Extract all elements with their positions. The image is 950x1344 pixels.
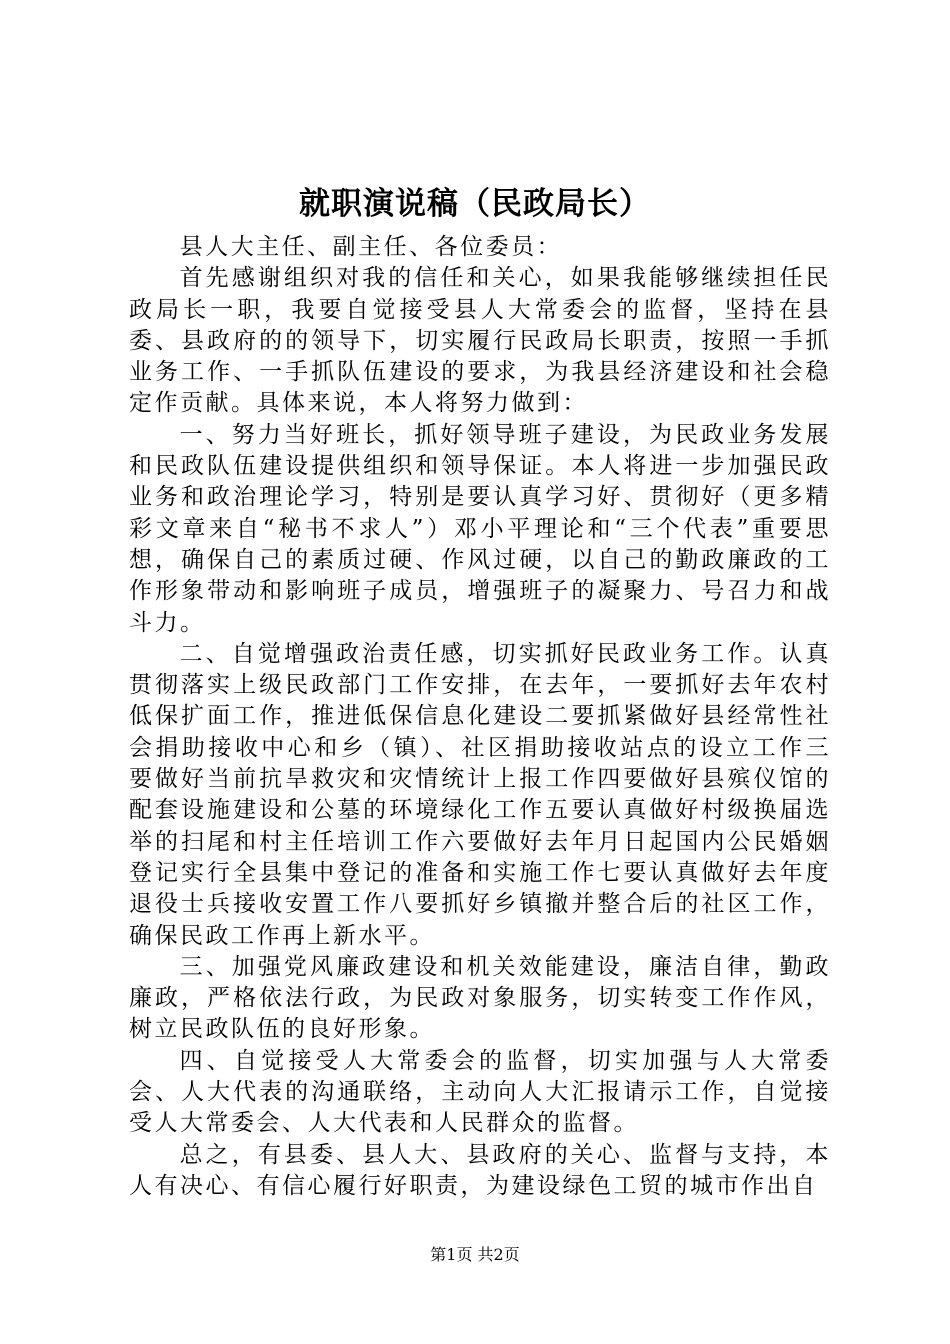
- document-title: 就职演说稿（民政局长）: [299, 186, 651, 222]
- salutation-paragraph: 县人大主任、副主任、各位委员：: [179, 234, 563, 260]
- intro-paragraph: 首先感谢组织对我的信任和关心，如果我能够继续担任民政局长一职，我要自觉接受县人大常委会的监督，坚持在县委、县政府的的领导下，切实履行民政局长职责，按照一手抓业务工作、一手抓队伍建设的要求，为我县经济建设和社会稳定作贡献。具体来说，本人将努力做到：: [129, 265, 831, 417]
- document-body: [129, 232, 831, 1202]
- point-two-paragraph: 二、自觉增强政治责任感，切实抓好民政业务工作。认真贯彻落实上级民政部门工作安排，在去年，一要抓好去年农村低保扩面工作，推进低保信息化建设二要抓紧做好县经常性社会捐助接收中心和乡（镇）、社区捐助接收站点的设立工作三要做好当前抗旱救灾和灾情统计上报工作四要做好县殡仪馆的配套设施建设和公墓的环境绿化工作五要认真做好村级换届选举的扫尾和村主任培训工作六要做好去年月日起国内公民婚姻登记实行全县集中登记的准备和实施工作七要认真做好去年度退役士兵接收安置工作八要抓好乡镇撤并整合后的社区工作，确保民政工作再上新水平。: [129, 640, 831, 949]
- point-three-paragraph: 三、加强党风廉政建设和机关效能建设，廉洁自律，勤政廉政，严格依法行政，为民政对象服务，切实转变工作作风，树立民政队伍的良好形象。: [129, 953, 831, 1043]
- conclusion-paragraph: 总之，有县委、县人大、县政府的关心、监督与支持，本人有决心、有信心履行好职责，为建设绿色工贸的城市作出自: [129, 1141, 831, 1199]
- page-number-footer: 第1页 共2页: [430, 1245, 520, 1264]
- point-four-paragraph: 四、自觉接受人大常委会的监督，切实加强与人大常委会、人大代表的沟通联络，主动向人大汇报请示工作，自觉接受人大常委会、人大代表和人民群众的监督。: [129, 1047, 831, 1137]
- point-one-paragraph: 一、努力当好班长，抓好领导班子建设，为民政业务发展和民政队伍建设提供组织和领导保证。本人将进一步加强民政业务和政治理论学习，特别是要认真学习好、贯彻好（更多精彩文章来自“秘书不求人”）邓小平理论和“三个代表”重要思想，确保自己的素质过硬、作风过硬，以自己的勤政廉政的工作形象带动和影响班子成员，增强班子的凝聚力、号召力和战斗力。: [129, 421, 831, 636]
